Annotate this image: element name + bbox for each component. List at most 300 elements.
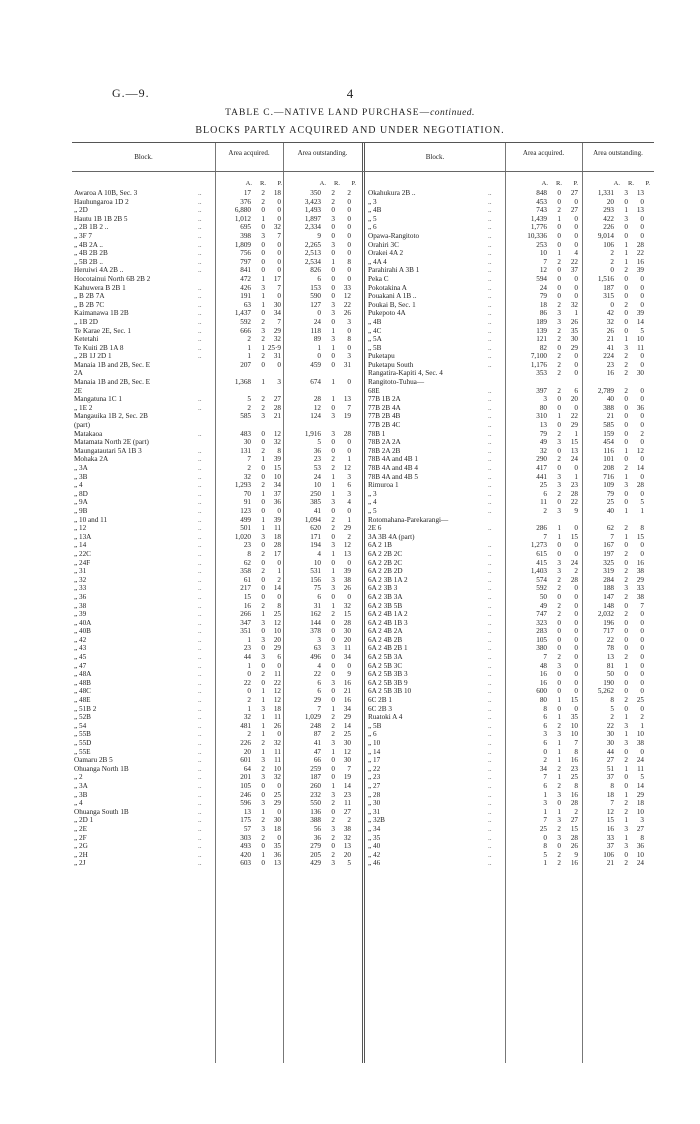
- leader-dots: ..: [488, 506, 492, 515]
- acquired-acres: 1: [247, 661, 251, 670]
- outstanding-acres: 89: [313, 335, 321, 344]
- outstanding-roods: 0: [624, 558, 628, 567]
- acquired-perches: 28: [273, 541, 281, 550]
- outstanding-perches: 3: [347, 489, 351, 498]
- table-row: [74, 602, 351, 611]
- outstanding-roods: 1: [331, 567, 335, 576]
- acquired-perches: 0: [574, 352, 578, 361]
- outstanding-acres: 53: [313, 464, 321, 472]
- table-row: [74, 318, 351, 327]
- leader-dots: ..: [488, 842, 492, 851]
- block-name: „ 33: [74, 584, 87, 593]
- acquired-perches: 0: [574, 231, 578, 240]
- block-name: Manaia 1B and 2B, Sec. E: [74, 378, 151, 387]
- acquired-roods: 1: [557, 756, 561, 765]
- acquired-roods: 3: [261, 618, 265, 627]
- leader-dots: ..: [198, 335, 202, 344]
- acquired-acres: 70: [243, 489, 251, 498]
- block-name: „ 4A 4: [368, 257, 387, 266]
- outstanding-roods: 3: [331, 300, 335, 309]
- col-header-outstanding-left: Area outstanding.: [297, 149, 348, 157]
- outstanding-roods: 2: [624, 352, 628, 361]
- table-row: [74, 696, 351, 705]
- acquired-perches: 31: [273, 352, 281, 361]
- acquired-perches: 20: [273, 635, 281, 644]
- outstanding-acres: 496: [310, 653, 321, 662]
- leader-dots: ..: [198, 506, 202, 515]
- acquired-acres: 7,100: [530, 352, 547, 361]
- table-row: [368, 756, 644, 765]
- acquired-acres: 48: [539, 661, 547, 670]
- outstanding-perches: 0: [640, 644, 644, 653]
- acquired-perches: 30: [273, 300, 281, 309]
- acquired-roods: 0: [261, 558, 265, 567]
- acquired-roods: 2: [261, 395, 265, 404]
- outstanding-roods: 0: [331, 773, 335, 782]
- outstanding-perches: 6: [347, 481, 351, 490]
- outstanding-roods: [614, 516, 628, 525]
- acquired-roods: 2: [557, 850, 561, 859]
- leader-dots: ..: [198, 833, 202, 842]
- leader-dots: ..: [198, 816, 202, 825]
- acquired-roods: 0: [557, 704, 561, 713]
- acquired-perches: 2: [574, 567, 578, 576]
- acquired-acres: 585: [240, 412, 251, 421]
- acquired-acres: 283: [536, 627, 547, 636]
- outstanding-roods: 1: [331, 704, 335, 713]
- acquired-perches: 29: [273, 644, 281, 653]
- leader-dots: ..: [488, 541, 492, 550]
- outstanding-perches: 8: [640, 524, 644, 533]
- outstanding-roods: 0: [624, 747, 628, 756]
- outstanding-perches: 10: [636, 850, 644, 859]
- col-header-block-right: Block.: [425, 153, 445, 161]
- block-name: 78B 2A 2A: [368, 438, 401, 447]
- outstanding-roods: 0: [624, 618, 628, 627]
- block-name: Ruatoki A 4: [368, 713, 403, 722]
- outstanding-roods: 3: [624, 824, 628, 833]
- acquired-roods: 1: [261, 378, 265, 387]
- block-name: 6A 2 5B 3B 3: [368, 670, 408, 679]
- acquired-acres: 596: [240, 799, 251, 808]
- outstanding-acres: 66: [313, 756, 321, 765]
- acquired-acres: 7: [543, 816, 547, 825]
- table-row: [74, 232, 351, 241]
- outstanding-roods: 1: [331, 395, 335, 404]
- block-name: Oamaru 2B 5: [74, 756, 113, 765]
- block-name: „ 38: [74, 601, 87, 610]
- outstanding-perches: 8: [640, 833, 644, 842]
- leader-dots: ..: [198, 300, 202, 309]
- table-row: [74, 834, 351, 843]
- block-name: „ 2H: [74, 850, 88, 859]
- table-row: [74, 361, 351, 370]
- block-name: „ 27: [368, 781, 381, 790]
- acquired-perches: 0: [574, 592, 578, 601]
- outstanding-roods: 3: [624, 842, 628, 851]
- outstanding-acres: 56: [313, 824, 321, 833]
- block-name: „ B 2B 7C: [74, 300, 105, 309]
- block-name: „ 3B: [74, 790, 88, 799]
- outstanding-perches: [628, 516, 644, 525]
- outstanding-perches: 34: [343, 653, 351, 662]
- acquired-acres: 0: [543, 833, 547, 842]
- outstanding-roods: 3: [624, 739, 628, 747]
- outstanding-perches: 18: [636, 799, 644, 808]
- outstanding-perches: 31: [343, 360, 351, 369]
- table-row: [368, 619, 644, 628]
- acquired-perches: 9: [574, 850, 578, 859]
- outstanding-roods: 2: [624, 653, 628, 662]
- acquired-perches: 7: [277, 231, 281, 240]
- outstanding-acres: 0: [610, 266, 614, 275]
- acquired-roods: 0: [557, 223, 561, 232]
- acquired-acres: 6: [543, 721, 547, 730]
- table-row: [74, 464, 351, 473]
- outstanding-perches: 0: [347, 506, 351, 515]
- outstanding-roods: 1: [331, 378, 335, 387]
- block-name: „ 31: [368, 807, 381, 816]
- leader-dots: ..: [198, 747, 202, 756]
- acquired-perches: 0: [574, 644, 578, 653]
- outstanding-acres: 388: [310, 816, 321, 825]
- acquired-acres: 415: [536, 558, 547, 567]
- col-header-acquired-right: Area acquired.: [522, 149, 565, 157]
- outstanding-perches: 10: [636, 335, 644, 344]
- acquired-roods: 2: [261, 670, 265, 679]
- block-name: „ 14: [368, 747, 381, 756]
- acquired-perches: 1: [574, 309, 578, 318]
- outstanding-acres: 1,516: [597, 274, 614, 283]
- acquired-perches: 7: [277, 283, 281, 292]
- acquired-acres: 207: [240, 360, 251, 369]
- outstanding-perches: 15: [343, 610, 351, 619]
- outstanding-roods: 2: [331, 197, 335, 206]
- block-name: Ohuanga South 1B: [74, 807, 129, 816]
- units-outstanding-left: A. R. P.: [319, 180, 356, 187]
- outstanding-acres: 388: [603, 403, 614, 412]
- outstanding-roods: 3: [331, 498, 335, 507]
- acquired-perches: 1: [277, 567, 281, 576]
- block-name: Kaimanawa 1B 2B: [74, 309, 129, 318]
- outstanding-perches: 39: [636, 266, 644, 275]
- leader-dots: ..: [488, 824, 492, 833]
- outstanding-perches: 3: [347, 352, 351, 361]
- acquired-roods: 2: [557, 721, 561, 730]
- outstanding-perches: 0: [640, 352, 644, 361]
- acquired-perches: 32: [273, 335, 281, 344]
- acquired-perches: 0: [277, 249, 281, 258]
- acquired-acres: 2: [247, 730, 251, 739]
- acquired-perches: 0: [574, 618, 578, 627]
- leader-dots: ..: [198, 223, 202, 232]
- leader-dots: ..: [198, 257, 202, 266]
- outstanding-roods: 0: [331, 687, 335, 696]
- acquired-acres: [214, 369, 251, 378]
- outstanding-roods: 0: [331, 231, 335, 240]
- outstanding-perches: 12: [343, 747, 351, 756]
- outstanding-roods: 0: [331, 506, 335, 515]
- acquired-roods: 0: [557, 231, 561, 240]
- outstanding-roods: 0: [624, 292, 628, 301]
- outstanding-perches: 12: [343, 541, 351, 550]
- table-row: [368, 584, 644, 593]
- outstanding-roods: 1: [331, 257, 335, 266]
- table-row: [74, 644, 351, 653]
- outstanding-acres: 21: [606, 412, 614, 421]
- acquired-acres: 592: [536, 584, 547, 593]
- block-name: Hocotainui North 6B 2B 2: [74, 274, 151, 283]
- leader-dots: ..: [488, 790, 492, 799]
- acquired-roods: 0: [261, 541, 265, 550]
- block-name: „ 2D 1: [74, 816, 94, 825]
- outstanding-roods: 1: [331, 481, 335, 490]
- outstanding-acres: 136: [310, 807, 321, 816]
- outstanding-perches: 28: [636, 240, 644, 249]
- acquired-acres: 105: [240, 781, 251, 790]
- acquired-acres: 7: [543, 257, 547, 266]
- outstanding-roods: 2: [624, 592, 628, 601]
- outstanding-roods: 2: [624, 549, 628, 558]
- table-row: [368, 309, 644, 318]
- outstanding-perches: 3: [347, 472, 351, 481]
- outstanding-perches: 0: [347, 558, 351, 567]
- acquired-roods: 0: [557, 421, 561, 430]
- acquired-perches: 15: [570, 438, 578, 447]
- outstanding-acres: 41: [313, 739, 321, 747]
- leader-dots: ..: [198, 489, 202, 498]
- acquired-roods: 2: [261, 335, 265, 344]
- outstanding-roods: 0: [331, 292, 335, 301]
- outstanding-perches: 0: [640, 421, 644, 430]
- table-row: [74, 825, 351, 834]
- table-row: [368, 670, 644, 679]
- outstanding-acres: 2,334: [304, 223, 321, 232]
- acquired-perches: 2: [277, 575, 281, 584]
- table-row: [368, 266, 644, 275]
- outstanding-roods: 3: [331, 584, 335, 593]
- outstanding-roods: 0: [624, 455, 628, 464]
- outstanding-roods: 3: [331, 541, 335, 550]
- acquired-perches: 0: [574, 292, 578, 301]
- block-name: „ 4B 2A ..: [74, 240, 103, 249]
- table-row: [74, 352, 351, 361]
- acquired-roods: 0: [557, 687, 561, 696]
- table-row: [74, 507, 351, 516]
- acquired-acres: 290: [536, 455, 547, 464]
- acquired-acres: 574: [536, 575, 547, 584]
- acquired-roods: 2: [557, 601, 561, 610]
- table-row: [74, 550, 351, 559]
- leader-dots: ..: [488, 326, 492, 335]
- table-row: [368, 412, 644, 421]
- table-row: [368, 498, 644, 507]
- block-name: 78B 1: [368, 429, 386, 438]
- block-name: „ 48A: [74, 670, 92, 679]
- acquired-roods: 1: [261, 515, 265, 524]
- outstanding-perches: 10: [636, 807, 644, 816]
- table-row: [368, 507, 644, 516]
- acquired-roods: 3: [261, 283, 265, 292]
- table-row: [74, 791, 351, 800]
- leader-dots: [488, 516, 505, 525]
- leader-dots: ..: [198, 670, 202, 679]
- outstanding-acres: 23: [313, 455, 321, 464]
- outstanding-perches: 14: [636, 781, 644, 790]
- acquired-perches: 13: [273, 859, 281, 868]
- acquired-acres: 1,776: [530, 223, 547, 232]
- acquired-perches: 8: [574, 747, 578, 756]
- acquired-acres: 347: [240, 618, 251, 627]
- acquired-perches: 18: [273, 532, 281, 541]
- acquired-perches: 24: [570, 558, 578, 567]
- acquired-roods: 3: [557, 833, 561, 842]
- acquired-roods: 2: [261, 197, 265, 206]
- leader-dots: ..: [198, 567, 202, 576]
- block-name: „ 28: [368, 790, 381, 799]
- left-table-body: [74, 189, 351, 868]
- outstanding-perches: 0: [347, 378, 351, 387]
- acquired-acres: 472: [240, 274, 251, 283]
- leader-dots: ..: [198, 197, 202, 206]
- acquired-roods: 0: [261, 206, 265, 215]
- acquired-perches: 25: [273, 610, 281, 619]
- outstanding-acres: 284: [603, 575, 614, 584]
- leader-dots: ..: [198, 730, 202, 739]
- table-row: [74, 524, 351, 533]
- acquired-acres: 7: [543, 653, 547, 662]
- acquired-perches: 26: [570, 317, 578, 326]
- acquired-perches: 23: [570, 481, 578, 490]
- outstanding-acres: 26: [606, 326, 614, 335]
- acquired-acres: 79: [539, 429, 547, 438]
- acquired-roods: 2: [557, 764, 561, 773]
- block-name: „ 47: [74, 661, 87, 670]
- leader-dots: ..: [488, 206, 492, 215]
- block-name: „ 5B: [368, 721, 382, 730]
- outstanding-roods: 2: [331, 833, 335, 842]
- table-row: [368, 799, 644, 808]
- table-row: [74, 748, 351, 757]
- leader-dots: ..: [198, 206, 202, 215]
- acquired-acres: 756: [240, 249, 251, 258]
- table-row: [368, 404, 644, 413]
- outstanding-perches: 13: [343, 549, 351, 558]
- acquired-acres: 7: [543, 773, 547, 782]
- leader-dots: ..: [488, 395, 492, 404]
- acquired-acres: 6,880: [234, 206, 251, 215]
- outstanding-acres: 15: [606, 816, 614, 825]
- outstanding-acres: 171: [310, 532, 321, 541]
- acquired-perches: 26: [273, 721, 281, 730]
- block-name: 6A 2 4B 1B 3: [368, 618, 408, 627]
- acquired-perches: 28: [570, 575, 578, 584]
- outstanding-perches: 2: [347, 532, 351, 541]
- outstanding-perches: 20: [343, 850, 351, 859]
- outstanding-roods: 0: [624, 421, 628, 430]
- page-ref: G.—9.: [112, 86, 150, 100]
- outstanding-acres: 40: [606, 395, 614, 404]
- outstanding-perches: 11: [344, 644, 351, 653]
- outstanding-acres: 1,331: [597, 189, 614, 197]
- table-row: [74, 687, 351, 696]
- outstanding-acres: 315: [603, 292, 614, 301]
- acquired-perches: 25·9: [267, 343, 281, 352]
- table-row: [74, 344, 351, 353]
- acquired-perches: 18: [273, 189, 281, 197]
- acquired-acres: 18: [539, 300, 547, 309]
- acquired-roods: 2: [261, 833, 265, 842]
- outstanding-roods: 0: [624, 773, 628, 782]
- outstanding-perches: 13: [343, 395, 351, 404]
- leader-dots: ..: [198, 403, 202, 412]
- table-row: [368, 576, 644, 585]
- outstanding-perches: 0: [640, 653, 644, 662]
- acquired-roods: 1: [557, 696, 561, 705]
- leader-dots: ..: [488, 429, 492, 438]
- outstanding-roods: 0: [331, 842, 335, 851]
- block-name: Hautu 1B 1B 2B 5: [74, 214, 128, 223]
- leader-dots: ..: [488, 859, 492, 868]
- leader-dots: ..: [488, 773, 492, 782]
- table-row: [368, 344, 644, 353]
- table-row: [74, 808, 351, 817]
- acquired-roods: 0: [261, 627, 265, 636]
- acquired-perches: 0: [574, 197, 578, 206]
- outstanding-roods: 0: [624, 541, 628, 550]
- leader-dots: ..: [198, 481, 202, 490]
- table-row: [368, 859, 644, 868]
- table-row: [368, 705, 644, 714]
- outstanding-perches: 12: [343, 464, 351, 472]
- block-name: 77B 1B 2A: [368, 395, 401, 404]
- acquired-roods: 1: [557, 807, 561, 816]
- leader-dots: ..: [198, 575, 202, 584]
- leader-dots: ..: [198, 189, 202, 197]
- leader-dots: ..: [488, 678, 492, 687]
- table-row: [74, 395, 351, 404]
- block-name: Mangatuna 1C 1: [74, 395, 122, 404]
- outstanding-perches: 0: [640, 214, 644, 223]
- outstanding-perches: 39: [343, 567, 351, 576]
- outstanding-roods: 0: [624, 678, 628, 687]
- leader-dots: ..: [198, 842, 202, 851]
- outstanding-roods: 0: [624, 326, 628, 335]
- outstanding-roods: 0: [624, 231, 628, 240]
- acquired-acres: 34: [539, 764, 547, 773]
- outstanding-roods: 2: [624, 756, 628, 765]
- outstanding-perches: 38: [343, 824, 351, 833]
- block-name: „ 3A: [74, 781, 88, 790]
- table-row: [74, 593, 351, 602]
- acquired-acres: 123: [240, 506, 251, 515]
- outstanding-roods: 0: [331, 283, 335, 292]
- table-row: [368, 782, 644, 791]
- outstanding-acres: 226: [603, 223, 614, 232]
- outstanding-acres: 620: [310, 524, 321, 533]
- acquired-acres: 1,176: [530, 360, 547, 369]
- outstanding-acres: 78: [606, 644, 614, 653]
- outstanding-perches: 24: [636, 859, 644, 868]
- outstanding-roods: 0: [331, 403, 335, 412]
- outstanding-perches: 0: [640, 610, 644, 619]
- leader-dots: ..: [198, 713, 202, 722]
- outstanding-acres: 21: [606, 859, 614, 868]
- block-name: 6A 2 4B 1A 2: [368, 610, 408, 619]
- leader-dots: [198, 378, 214, 387]
- outstanding-acres: 197: [603, 549, 614, 558]
- outstanding-acres: 62: [606, 524, 614, 533]
